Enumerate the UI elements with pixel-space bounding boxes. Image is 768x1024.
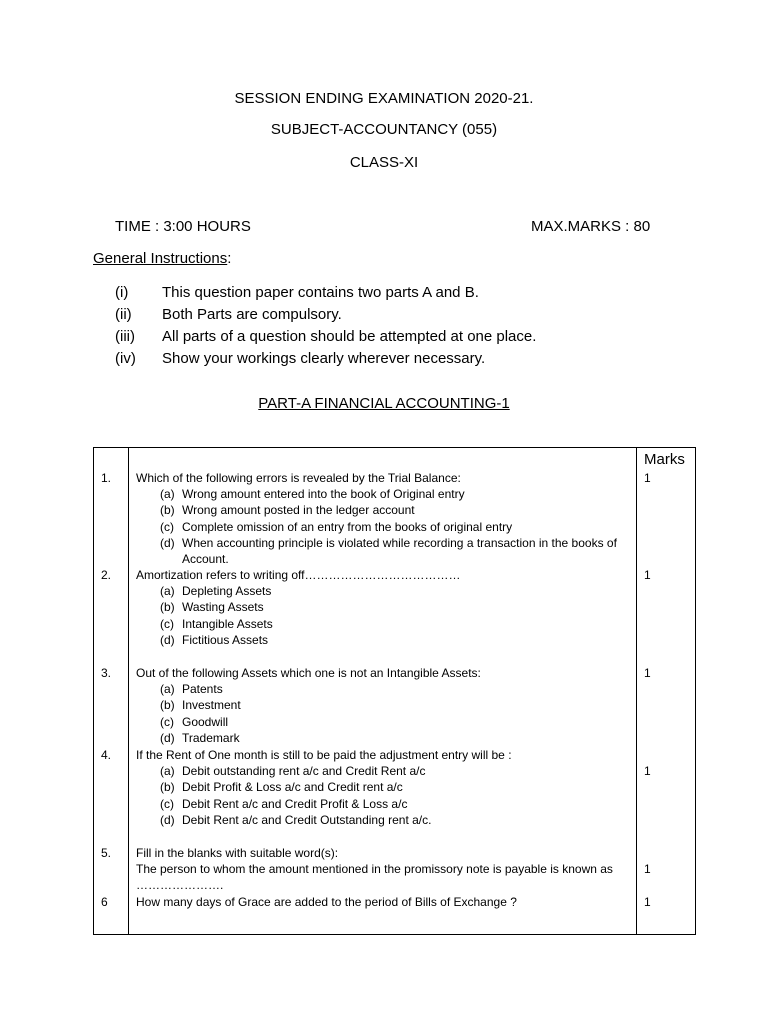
option-text: Goodwill [182,714,229,729]
general-instructions-heading [93,250,231,267]
part-a-title: PART-A FINANCIAL ACCOUNTING-1 [258,395,510,412]
subject-title: SUBJECT-ACCOUNTANCY (055) [270,121,498,138]
option-label: (a) [160,487,175,502]
option-item [136,535,626,567]
option-item [136,502,626,518]
option-text: Investment [182,698,241,713]
question-mark: 1 [644,568,651,582]
option-item [136,796,626,812]
instruction-text: Show your workings clearly wherever necessary. [162,350,486,367]
instruction-number: (iv) [115,350,136,367]
question-text: Which of the following errors is revealed by the Trial Balance: [136,471,461,485]
option-item [136,714,626,730]
options-list [136,486,626,567]
option-text: Debit Rent a/c and Credit Profit & Loss a/c [182,796,408,811]
question-text: Out of the following Assets which one is not an Intangible Assets: [136,666,481,680]
option-label: (d) [160,535,175,550]
option-text: Debit outstanding rent a/c and Credit Rent a/c [182,764,426,779]
option-text: Complete omission of an entry from the books of original entry [182,519,513,534]
option-label: (b) [160,780,175,795]
marks-column-header: Marks [644,451,685,468]
option-text: Intangible Assets [182,616,273,631]
option-text: Fictitious Assets [182,632,269,647]
instruction-number: (i) [115,284,129,301]
question-body [136,845,626,894]
question-number: 1. [101,471,112,485]
time-label: TIME : 3:00 HOURS [115,218,251,235]
question-number: 4. [101,748,112,762]
column-divider [636,448,637,934]
option-item [136,681,626,697]
option-item [136,812,626,828]
question-text: If the Rent of One month is still to be paid the adjustment entry will be : [136,748,512,762]
option-item [136,616,626,632]
option-item [136,763,626,779]
question-number: 5. [101,846,112,860]
general-instructions-colon: : [227,250,232,267]
question-mark: 1 [644,862,651,876]
question-body [136,567,626,648]
question-table [93,447,696,935]
question-body [136,665,626,746]
question-text: How many days of Grace are added to the period of Bills of Exchange ? [136,895,517,909]
option-item [136,519,626,535]
instructions-list [115,282,536,370]
option-label: (d) [160,632,175,647]
instruction-text: This question paper contains two parts A and B. [162,284,479,301]
option-item [136,697,626,713]
question-subtext: The person to whom the amount mentioned in the promissory note is payable is known as …………………. [136,862,613,893]
option-label: (a) [160,764,175,779]
question-body [136,894,626,910]
option-label: (c) [160,616,174,631]
question-body [136,747,626,828]
class-title: CLASS-XI [349,154,419,171]
question-number: 3. [101,666,112,680]
option-item [136,632,626,648]
question-number: 6 [101,895,108,909]
option-text: Debit Rent a/c and Credit Outstanding rent a/c. [182,812,432,827]
option-text: Depleting Assets [182,584,272,599]
option-label: (a) [160,584,175,599]
option-item [136,779,626,795]
exam-title: SESSION ENDING EXAMINATION 2020-21. [234,90,534,107]
option-label: (c) [160,796,174,811]
option-label: (d) [160,730,175,745]
instruction-number: (iii) [115,328,135,345]
instruction-item [115,326,536,348]
instruction-number: (ii) [115,306,132,323]
question-mark: 1 [644,895,651,909]
option-text: Patents [182,682,223,697]
option-text: When accounting principle is violated while recording a transaction in the books of Account. [182,535,617,567]
instruction-item [115,304,536,326]
options-list [136,583,626,648]
option-item [136,599,626,615]
instruction-item [115,282,536,304]
options-list [136,681,626,746]
question-body [136,470,626,567]
instruction-item [115,348,536,370]
option-label: (b) [160,698,175,713]
instruction-text: Both Parts are compulsory. [162,306,342,323]
general-instructions-title: General Instructions [93,250,228,267]
option-label: (a) [160,682,175,697]
question-mark: 1 [644,764,651,778]
option-text: Wasting Assets [182,600,264,615]
option-label: (b) [160,600,175,615]
option-item [136,583,626,599]
question-number: 2. [101,568,112,582]
option-label: (b) [160,503,175,518]
question-text: Amortization refers to writing off………………………………… [136,568,461,582]
option-text: Wrong amount entered into the book of Original entry [182,487,465,502]
column-divider [128,448,129,934]
option-label: (d) [160,812,175,827]
max-marks-label: MAX.MARKS : 80 [531,218,651,235]
option-item [136,730,626,746]
question-text: Fill in the blanks with suitable word(s): [136,846,339,860]
options-list [136,763,626,828]
option-text: Wrong amount posted in the ledger account [182,503,415,518]
question-mark: 1 [644,666,651,680]
option-text: Trademark [182,730,240,745]
option-label: (c) [160,519,174,534]
instruction-text: All parts of a question should be attempted at one place. [162,328,537,345]
option-item [136,486,626,502]
question-mark: 1 [644,471,651,485]
part-a-heading [0,395,768,412]
option-text: Debit Profit & Loss a/c and Credit rent a/c [182,780,403,795]
option-label: (c) [160,714,174,729]
